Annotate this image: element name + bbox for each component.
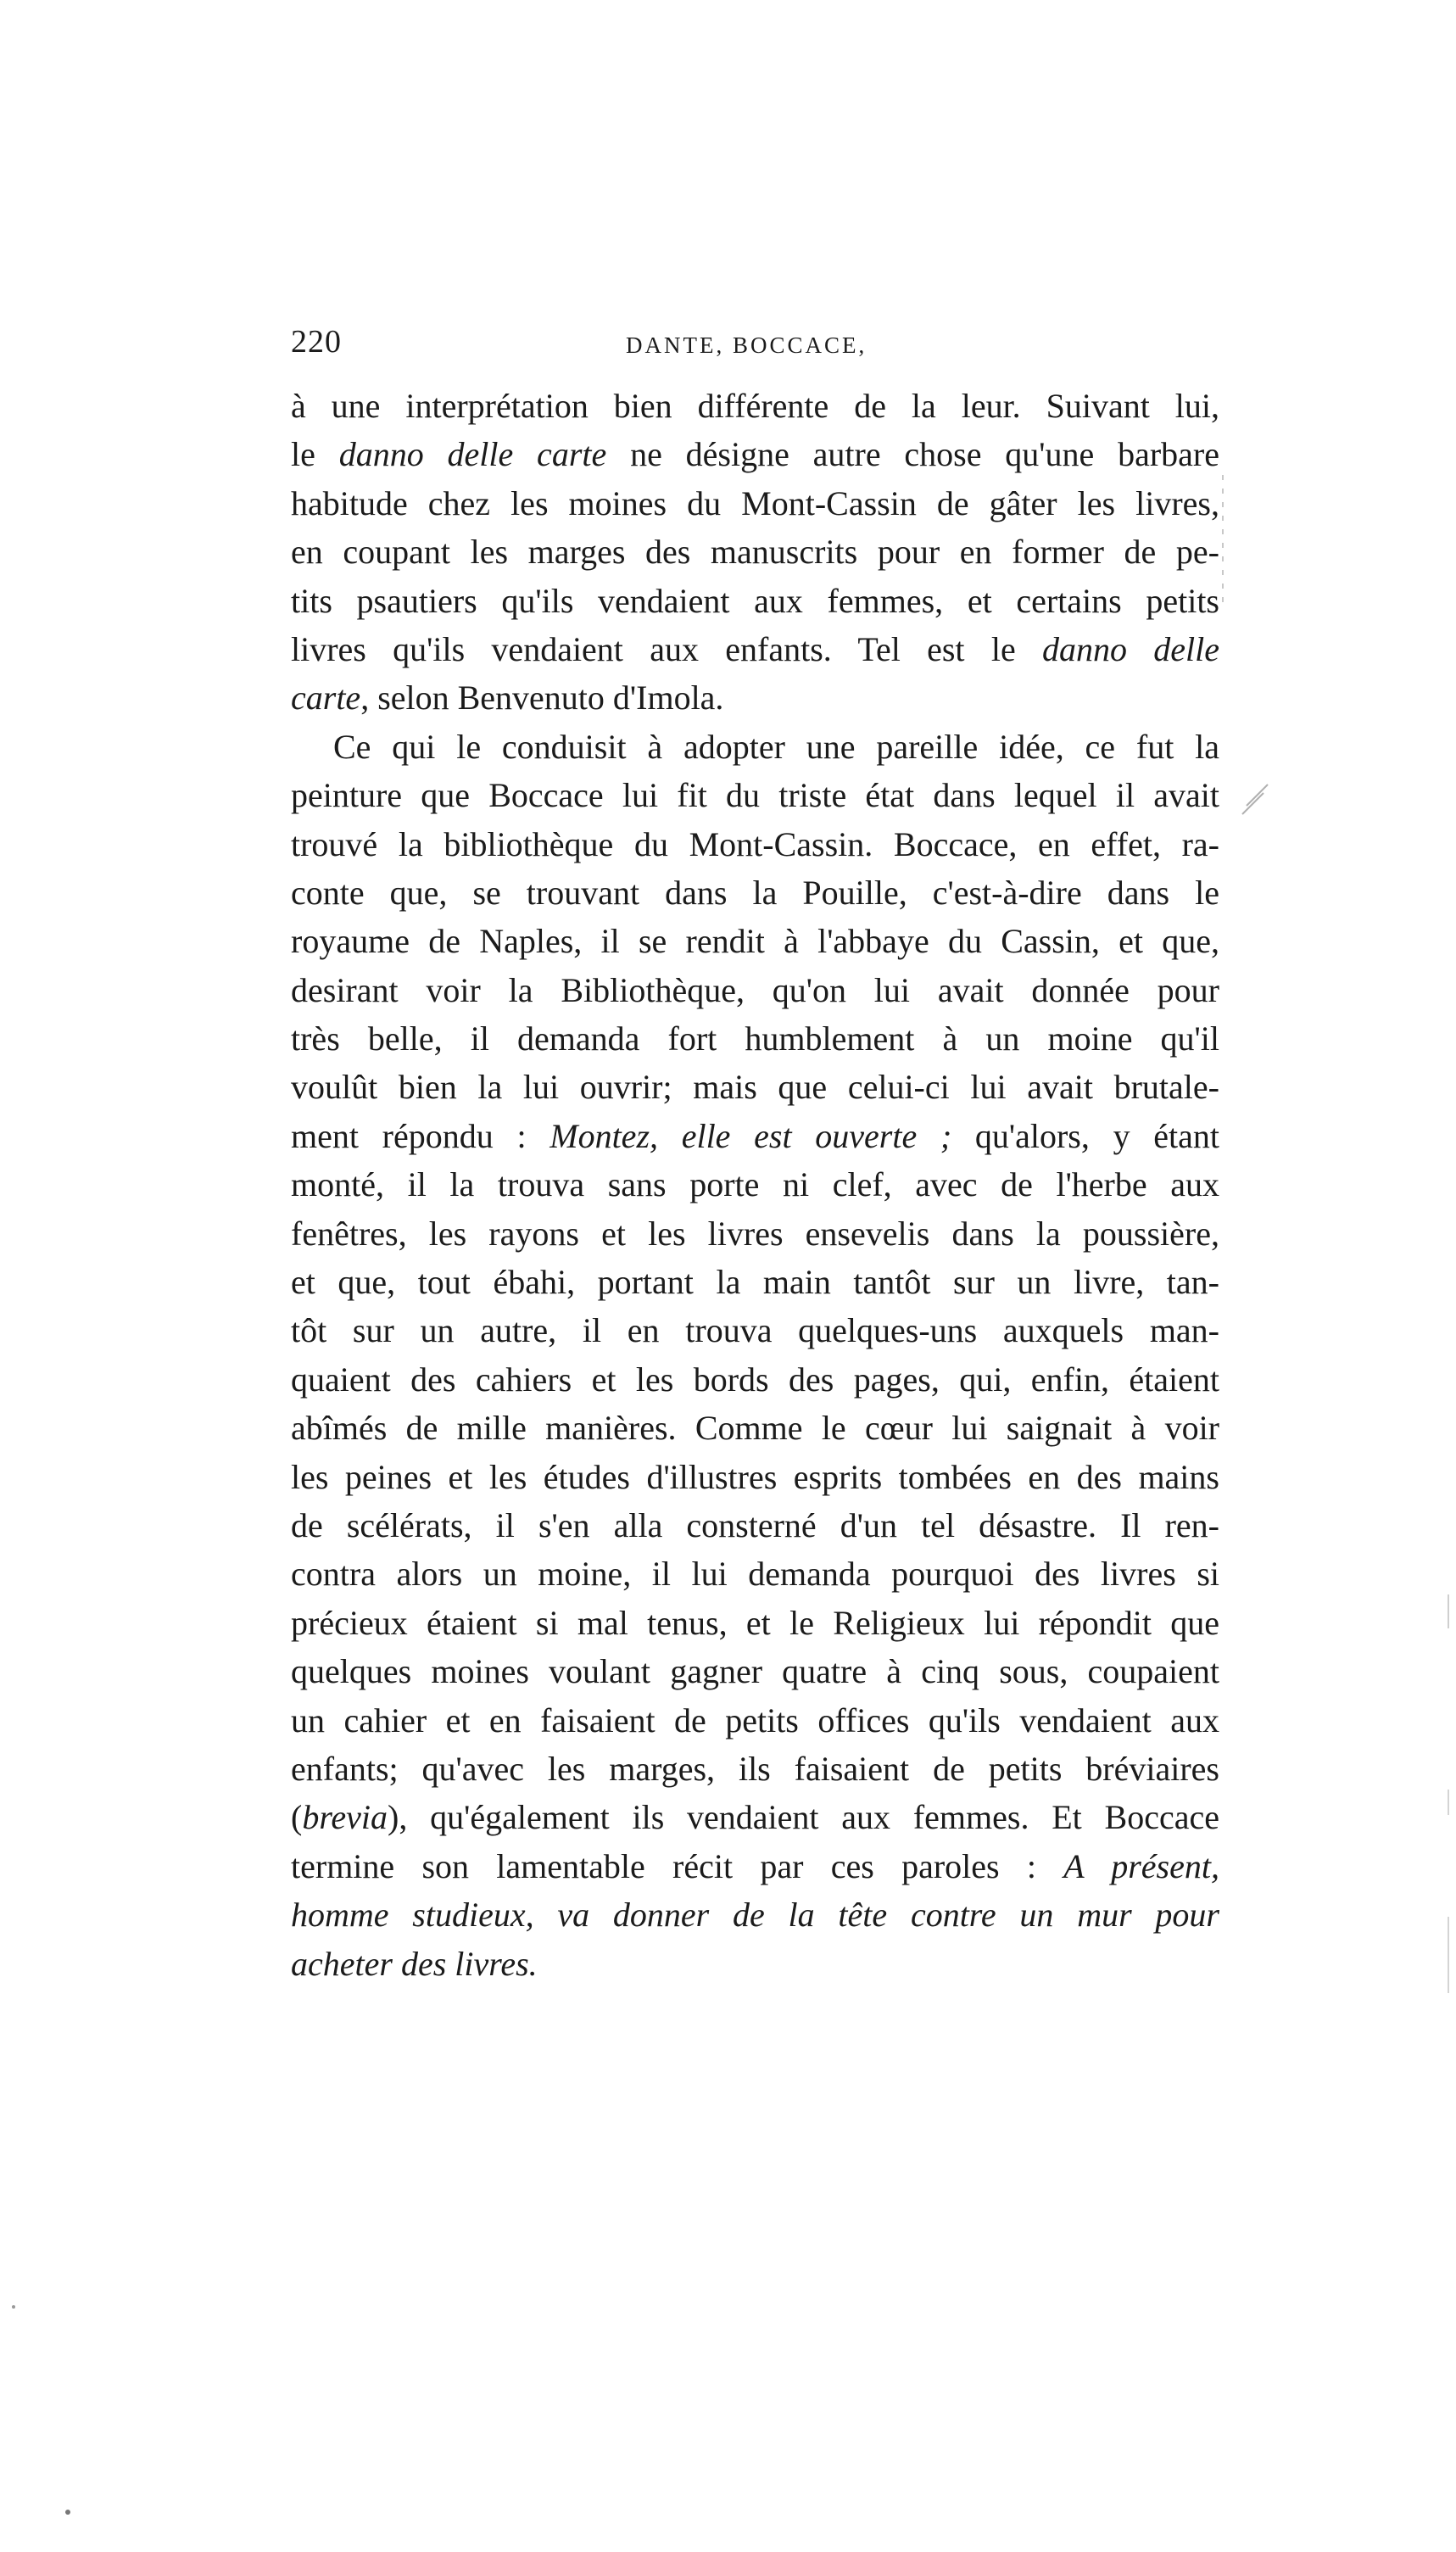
text-run: ), qu'également ils vendaient aux femmes. Et Boccace bbox=[388, 1798, 1219, 1837]
text-line: quelques moines voulant gagner quatre à cinq sous, coupaient bbox=[291, 1652, 1219, 1691]
text-run: termine son lamentable récit par ces paroles : bbox=[291, 1846, 1064, 1885]
text-line: habitude chez les moines du Mont-Cassin de gâter les livres, bbox=[291, 483, 1219, 522]
margin-scratch bbox=[1242, 785, 1268, 814]
text-line: monté, il la trouva sans porte ni clef, avec de l'herbe aux bbox=[291, 1165, 1219, 1204]
dust-speck bbox=[12, 2305, 15, 2309]
text-line: royaume de Naples, il se rendit à l'abbaye du Cassin, et que, bbox=[291, 922, 1219, 961]
text-line: peinture que Boccace lui fit du triste état dans lequel il avait bbox=[291, 776, 1219, 815]
text-line: tits psautiers qu'ils vendaient aux femmes, et certains petits bbox=[291, 581, 1219, 620]
text-line: très belle, il demanda fort humblement à un moine qu'il bbox=[291, 1019, 1219, 1058]
italic-quote: Montez, elle est ouverte ; bbox=[549, 1116, 952, 1155]
italic-term: danno delle carte bbox=[338, 435, 607, 474]
text-line: conte que, se trouvant dans la Pouille, c'est-à-dire dans le bbox=[291, 873, 1219, 912]
text-line: un cahier et en faisaient de petits offices qu'ils vendaient aux bbox=[291, 1700, 1219, 1739]
dust-speck bbox=[65, 2510, 70, 2515]
text-line: contra alors un moine, il lui demanda pourquoi des livres si bbox=[291, 1555, 1219, 1594]
text-run: le bbox=[291, 435, 339, 474]
text-line: tôt sur un autre, il en trouva quelques-uns auxquels man- bbox=[291, 1311, 1219, 1350]
text-line: et que, tout ébahi, portant la main tantôt sur un livre, tan- bbox=[291, 1263, 1219, 1302]
text-line: quaient des cahiers et les bords des pages, qui, enfin, étaient bbox=[291, 1360, 1219, 1399]
text-line: acheter des livres. bbox=[291, 1944, 538, 1983]
italic-term: danno delle bbox=[1041, 629, 1220, 668]
text-line: à une interprétation bien différente de la leur. Suivant lui, bbox=[291, 387, 1219, 425]
text-run: qu'alors, y étant bbox=[951, 1116, 1219, 1155]
text-line: précieux étaient si mal tenus, et le Religieux lui répondit que bbox=[291, 1603, 1219, 1642]
text-run: livres qu'ils vendaient aux enfants. Tel est le bbox=[291, 629, 1042, 668]
text-line: de scélérats, il s'en alla consterné d'un tel désastre. Il ren- bbox=[291, 1505, 1219, 1544]
text-line: en coupant les marges des manuscrits pour en former de pe- bbox=[291, 533, 1219, 572]
text-run: ment répondu : bbox=[291, 1116, 550, 1155]
text-run: ne désigne autre chose qu'une barbare bbox=[606, 435, 1219, 474]
text-line: les peines et les études d'illustres esprits tombées en des mains bbox=[291, 1457, 1219, 1496]
text-line: homme studieux, va donner de la tête contre un mur pour bbox=[291, 1896, 1219, 1935]
text-line: desirant voir la Bibliothèque, qu'on lui avait donnée pour bbox=[291, 970, 1219, 1009]
text-line: abîmés de mille manières. Comme le cœur lui saignait à voir bbox=[291, 1409, 1219, 1448]
page-number: 220 bbox=[291, 324, 342, 360]
text-line: fenêtres, les rayons et les livres ensevelis dans la poussière, bbox=[291, 1214, 1219, 1253]
italic-quote: A présent, bbox=[1063, 1846, 1219, 1885]
running-head: DANTE, BOCCACE, bbox=[626, 332, 867, 358]
italic-term: carte bbox=[291, 678, 361, 718]
text-line: Ce qui le conduisit à adopter une pareille idée, ce fut la bbox=[333, 727, 1219, 766]
text-run: ( bbox=[291, 1798, 303, 1837]
text-line: enfants; qu'avec les marges, ils faisaient de petits bréviaires bbox=[291, 1749, 1219, 1788]
text-run: , selon Benvenuto d'Imola. bbox=[360, 678, 724, 718]
text-line: voulût bien la lui ouvrir; mais que celui-ci lui avait brutale- bbox=[291, 1068, 1219, 1107]
text-line: trouvé la bibliothèque du Mont-Cassin. Boccace, en effet, ra- bbox=[291, 824, 1219, 863]
italic-term: brevia bbox=[302, 1798, 388, 1837]
